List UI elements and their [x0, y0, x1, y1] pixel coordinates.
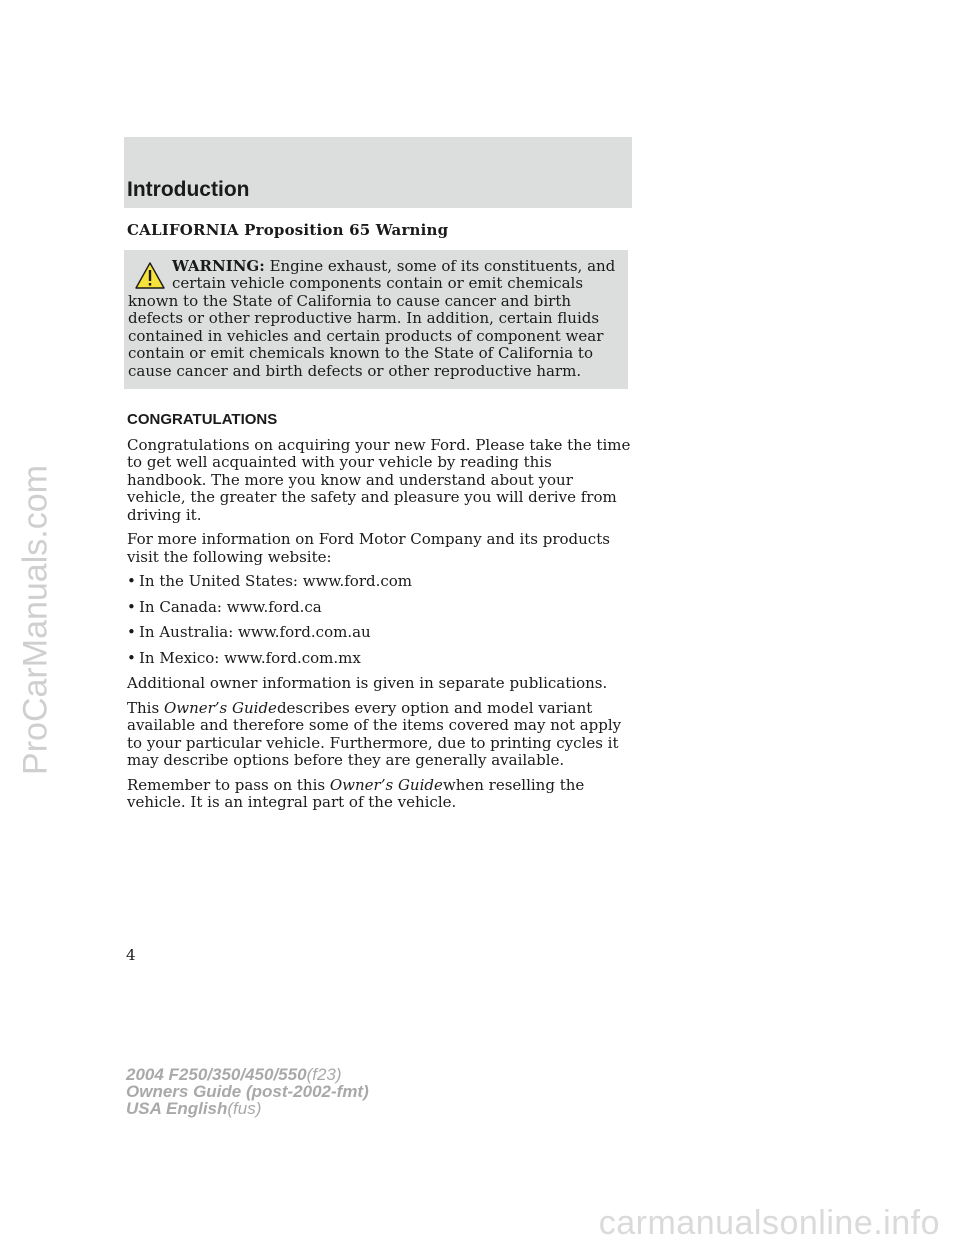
bottom-watermark: carmanualsonline.info: [598, 1204, 940, 1242]
website-australia: In Australia: www.ford.com.au: [139, 623, 371, 641]
footer-line-3: [126, 1100, 369, 1117]
list-item: [127, 599, 632, 617]
page-number: 4: [126, 946, 136, 964]
warning-triangle-icon: [128, 261, 172, 291]
owners-guide-paragraph: [127, 700, 632, 770]
list-item: [127, 573, 632, 591]
owners-guide-title: Owner’s Guide: [163, 698, 277, 717]
warning-box: [124, 250, 628, 390]
footer-model: 2004 F250/350/450/550: [126, 1065, 307, 1084]
proposition-heading: CALIFORNIA Proposition 65 Warning: [127, 221, 449, 239]
reselling-paragraph: [127, 777, 632, 812]
website-intro-paragraph: For more information on Ford Motor Company and its products visit the following website:: [127, 530, 610, 566]
warning-text: Engine exhaust, some of its constituents, and certain vehicle components contain or emit chemicals known to the State of California to cause cancer and birth defects or other reproductive harm. In addition, certain fluids contained in vehicles and certain products of component wear contain or emit chemicals known to the State of California to cause cancer and birth defects or other reproductive harm.: [128, 256, 616, 380]
side-watermark-text: ProCarManuals.com: [16, 465, 55, 775]
section-title: Introduction: [127, 178, 250, 201]
owners-guide-post: describes every option and model variant available and therefore some of the items covered may not apply to your particular vehicle. Furthermore, due to printing cycles it may describe options before they are generally available.: [127, 698, 622, 769]
page-content: [127, 222, 632, 819]
bullet: •: [127, 597, 136, 616]
owners-guide-pre: This: [127, 698, 164, 717]
congratulations-paragraph: Congratulations on acquiring your new Ford. Please take the time to get well acquainted with your vehicle by reading this handbook. The more you know and understand about your vehicle, the greater the safety and pleasure you will derive from driving it.: [127, 435, 631, 524]
reselling-post: when reselling the vehicle. It is an integral part of the vehicle.: [127, 775, 585, 811]
website-mexico: In Mexico: www.ford.com.mx: [139, 648, 361, 667]
website-list: [127, 573, 632, 667]
website-canada: In Canada: www.ford.ca: [139, 597, 322, 616]
side-watermark: [6, 340, 66, 900]
warning-label: WARNING:: [172, 256, 265, 275]
bullet: •: [127, 648, 136, 667]
reselling-pre: Remember to pass on this: [127, 775, 330, 794]
document-footer: [126, 1066, 369, 1117]
reselling-title: Owner’s Guide: [329, 775, 443, 794]
additional-info-paragraph: Additional owner information is given in separate publications.: [127, 674, 608, 692]
footer-language: USA English: [126, 1099, 228, 1118]
footer-line-2: Owners Guide (post-2002-fmt): [126, 1082, 369, 1101]
footer-line-1: [126, 1066, 369, 1083]
bullet: •: [127, 623, 136, 641]
section-header: [124, 137, 632, 208]
website-us: In the United States: www.ford.com: [139, 572, 413, 590]
footer-model-code: (f23): [306, 1065, 342, 1084]
footer-language-code: (fus): [227, 1099, 262, 1118]
bullet: •: [127, 572, 136, 590]
congratulations-heading: CONGRATULATIONS: [127, 411, 278, 428]
list-item: [127, 624, 632, 642]
list-item: [127, 650, 632, 668]
